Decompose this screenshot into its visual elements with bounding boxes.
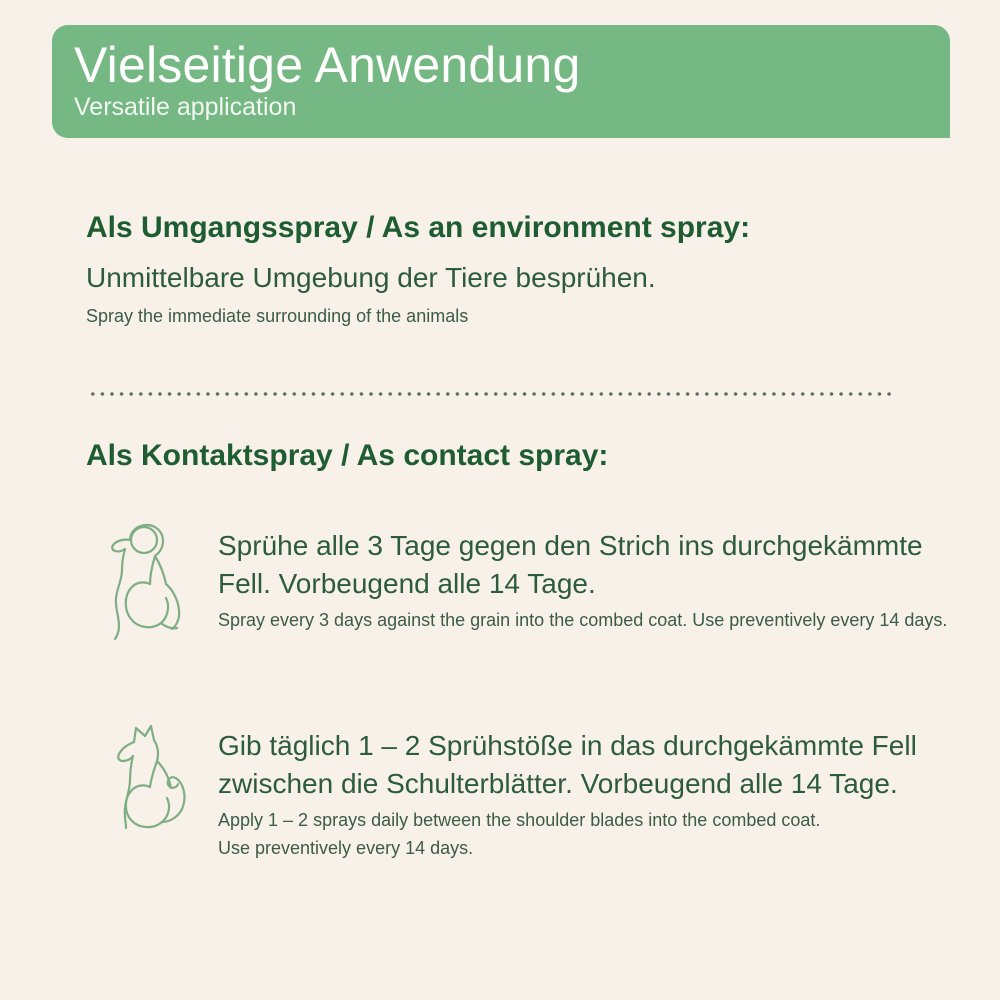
instruction-body-en-dog-line1: Spray every 3 days against the grain into the combed coat. Use preventively every 14 days. [218, 609, 948, 630]
instruction-body-de-cat-line2: zwischen die Schulterblätter. Vorbeugend alle 14 Tage. [218, 767, 898, 799]
banner-title: Vielseitige Anwendung [74, 37, 581, 93]
instruction-row-dog [78, 516, 978, 651]
section-heading-environment-spray: Als Umgangsspray / As an environment spray: [86, 211, 751, 244]
section-body-en-environment-spray: Spray the immediate surrounding of the animals [86, 305, 469, 326]
dog-icon-container [78, 516, 218, 651]
instruction-body-en-cat-line2: Use preventively every 14 days. [218, 837, 474, 858]
dog-icon [100, 518, 196, 651]
header-banner [52, 25, 950, 138]
section-body-de-environment-spray: Unmittelbare Umgebung der Tiere besprühen. [86, 262, 656, 293]
instruction-body-de-dog-line2: Fell. Vorbeugend alle 14 Tage. [218, 567, 596, 599]
instruction-body-en-cat-line1: Apply 1 – 2 sprays daily between the shoulder blades into the combed coat. [218, 809, 821, 830]
instruction-body-de-dog-line1: Sprühe alle 3 Tage gegen den Strich ins durchgekämmte [218, 530, 923, 561]
cat-icon [100, 718, 196, 843]
instruction-row-cat [78, 716, 978, 860]
section-environment-spray [86, 210, 966, 328]
cat-icon-container [78, 716, 218, 843]
section-contact-spray [86, 438, 976, 474]
dotted-divider [88, 392, 896, 396]
instruction-text-dog [218, 516, 978, 632]
instruction-text-cat [218, 716, 978, 860]
instruction-body-de-cat-line1: Gib täglich 1 – 2 Sprühstöße in das durchgekämmte Fell [218, 730, 917, 761]
banner-subtitle: Versatile application [74, 92, 297, 121]
section-heading-contact-spray: Als Kontaktspray / As contact spray: [86, 439, 609, 472]
